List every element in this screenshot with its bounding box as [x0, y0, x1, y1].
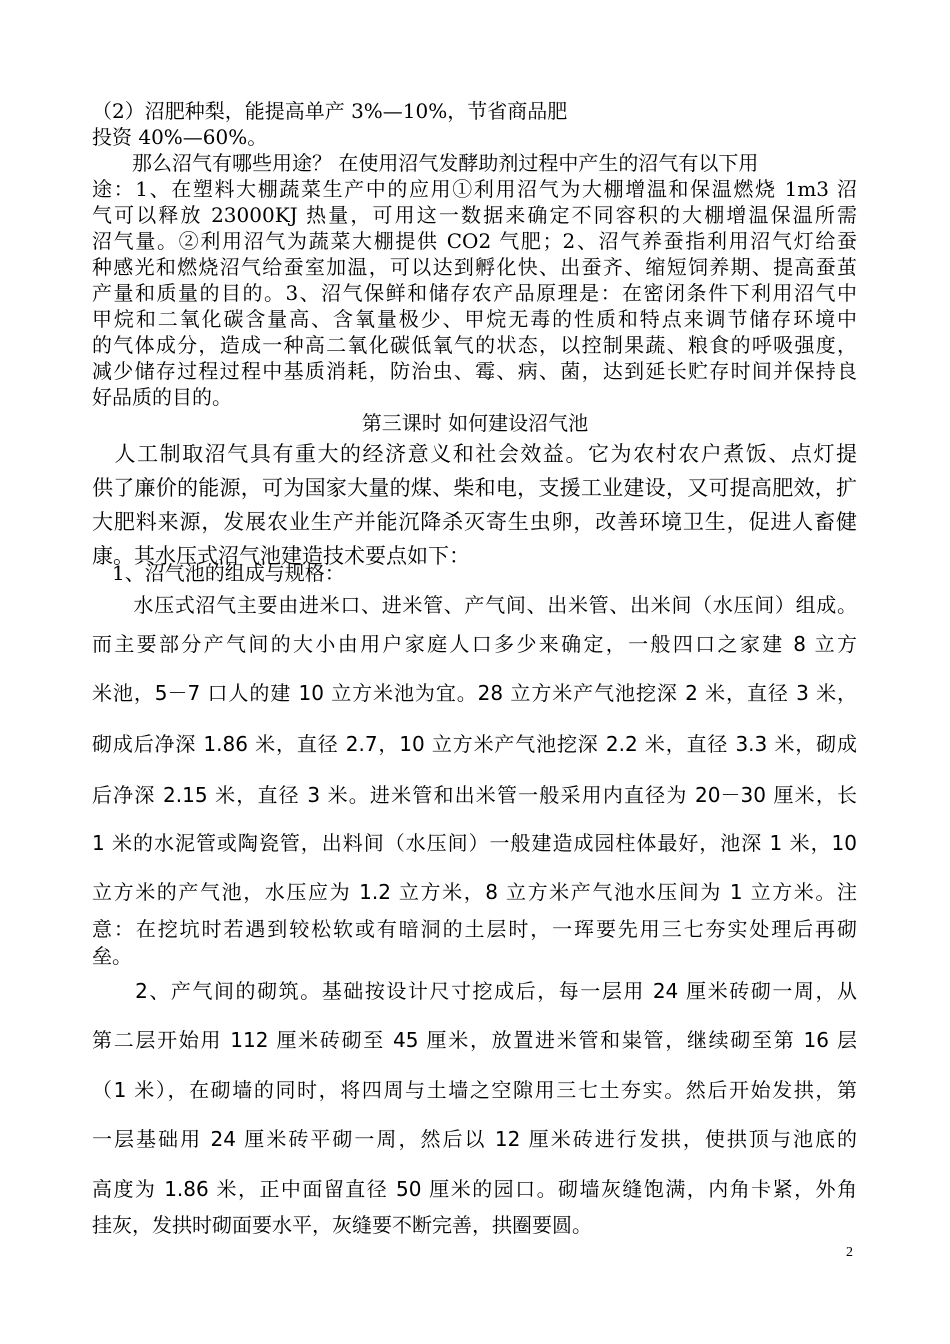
text-line: 挂灰，发拱时砌面要水平，灰缝要不断完善，拱圈要圆。 [92, 1213, 592, 1237]
text-line: 水压式沼气主要由进米口、进米管、产气间、出米管、出米间（水压间）组成。 [92, 593, 857, 617]
text-line: 米池，5－7 口人的建 10 立方米池为宜。28 立方米产气池挖深 2 米，直径 3 米， [92, 681, 857, 705]
text-line: 投资 40%—60%。 [92, 125, 268, 149]
text-line: 气可以释放 23000KJ 热量，可用这一数据来确定不同容积的大棚增温保温所需 [92, 203, 857, 227]
text-line: 高度为 1.86 米，正中面留直径 50 厘米的园口。砌墙灰缝饱满，内角卡紧，外角 [92, 1177, 857, 1201]
page-number: 2 [846, 1245, 853, 1260]
text-line: 一层基础用 24 厘米砖平砌一周，然后以 12 厘米砖进行发拱，使拱顶与池底的 [92, 1127, 857, 1151]
text-line: 后净深 2.15 米，直径 3 米。进米管和出米管一般采用内直径为 20－30 厘米，长 [92, 783, 857, 807]
text-line: 而主要部分产气间的大小由用户家庭人口多少来确定，一般四口之家建 8 立方 [92, 632, 857, 656]
text-line: （1 米），在砌墙的同时，将四周与土墙之空隙用三七土夯实。然后开始发拱，第 [92, 1078, 857, 1102]
text-line: 产量和质量的目的。3、沼气保鲜和储存农产品原理是：在密闭条件下利用沼气中 [92, 281, 857, 305]
text-line: 减少储存过程过程中基质消耗，防治虫、霉、病、菌，达到延长贮存时间并保持良 [92, 359, 857, 383]
text-line: （2）沼肥种梨，能提高单产 3%—10%，节省商品肥 [92, 99, 568, 123]
text-line: 甲烷和二氧化碳含量高、含氧量极少、甲烷无毒的性质和特点来调节储存环境中 [92, 307, 857, 331]
text-line: 途：1、在塑料大棚蔬菜生产中的应用①利用沼气为大棚增温和保温燃烧 1m3 沼 [92, 177, 857, 201]
text-line: 砌成后净深 1.86 米，直径 2.7，10 立方米产气池挖深 2.2 米，直径 3.3 米，砌成 [92, 732, 857, 756]
text-line: 那么沼气有哪些用途？ 在使用沼气发酵助剂过程中产生的沼气有以下用 [92, 151, 759, 175]
text-line: 种感光和燃烧沼气给蚕室加温，可以达到孵化快、出蚕齐、缩短饲养期、提高蚕茧 [92, 255, 857, 279]
text-line: 康。其水压式沼气池建造技术要点如下： [92, 544, 470, 568]
text-line: 第二层开始用 112 厘米砖砌至 45 厘米，放置进米管和粜管，继续砌至第 16 层 [92, 1028, 857, 1052]
text-line: 意：在挖坑时若遇到较松软或有暗洞的土层时，一珲要先用三七夯实处理后再砌 [92, 917, 857, 941]
text-line: 大肥料来源，发展农业生产并能沉降杀灭寄生虫卵，改善环境卫生，促进人畜健 [92, 510, 857, 534]
section-title: 第三课时 如何建设沼气池 [361, 411, 589, 435]
text-line: 好品质的目的。 [92, 385, 232, 409]
text-line: 的气体成分，造成一种高二氧化碳低氧气的状态，以控制果蔬、粮食的呼吸强度， [92, 333, 857, 357]
subheading: 1、沼气池的组成与规格： [92, 561, 345, 585]
text-line: 垒。 [92, 944, 132, 968]
text-line: 沼气量。②利用沼气为蔬菜大棚提供 CO2 气肥；2、沼气养蚕指利用沼气灯给蚕 [92, 229, 857, 253]
text-line: 供了廉价的能源，可为国家大量的煤、柴和电，支援工业建设，又可提高肥效，扩 [92, 476, 857, 500]
text-line: 人工制取沼气具有重大的经济意义和社会效益。它为农村农户煮饭、点灯提 [92, 442, 857, 466]
text-line: 立方米的产气池，水压应为 1.2 立方米，8 立方米产气池水压间为 1 立方米。注 [92, 880, 857, 904]
text-line: 2、产气间的砌筑。基础按设计尺寸挖成后，每一层用 24 厘米砖砌一周，从 [92, 979, 857, 1003]
text-line: 1 米的水泥管或陶瓷管，出料间（水压间）一般建造成园柱体最好，池深 1 米，10 [92, 831, 857, 855]
